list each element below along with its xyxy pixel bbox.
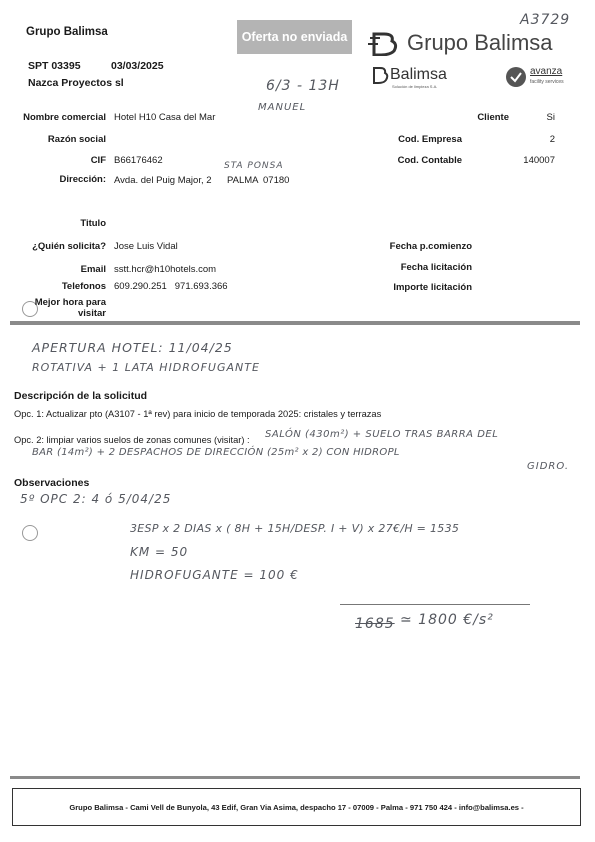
field-value-direccion: Avda. del Puig Major, 2 (114, 175, 212, 186)
field-value-email: sstt.hcr@h10hotels.com (114, 264, 217, 275)
handwritten-location: STA PONSA (224, 161, 284, 171)
observations-hw-4: HIDROFUGANTE = 100 € (130, 568, 299, 582)
observations-total-crossed: 1685 (355, 616, 395, 632)
field-label-cif: CIF (90, 155, 106, 166)
observations-hw-1: 5º OPC 2: 4 ó 5/04/25 (20, 492, 172, 506)
total-line (340, 604, 530, 605)
avanza-logo (505, 66, 527, 93)
spt-number: SPT 03395 (28, 60, 81, 72)
field-label-titulo: Titulo (80, 218, 106, 229)
footer: Grupo Balimsa - Cami Vell de Bunyola, 43 Edif, Gran Via Asima, despacho 17 - 07009 - Palma - 971 750 424 - info@balimsa.es - (12, 788, 581, 826)
field-label-cod-contable: Cod. Contable (397, 155, 462, 166)
description-opc1: Opc. 1: Actualizar pto (A3107 - 1ª rev) para inicio de temporada 2025: cristales y terrazas (14, 409, 382, 419)
handwritten-name: MANUEL (258, 102, 307, 113)
field-value-cif: B66176462 (114, 155, 163, 166)
section-divider (10, 321, 580, 325)
field-label-cod-empresa: Cod. Empresa (398, 134, 462, 145)
field-value-solicita: Jose Luis Vidal (114, 241, 178, 252)
brand-logo (368, 30, 404, 61)
brand-sub: Balimsa (390, 66, 447, 83)
observations-heading: Observaciones (14, 477, 90, 489)
avanza-tagline: facility services (530, 79, 564, 85)
field-label-razon: Razón social (47, 134, 106, 145)
handwritten-code: A3729 (520, 12, 571, 28)
document-date: 03/03/2025 (111, 60, 164, 72)
field-value-nombre: Hotel H10 Casa del Mar (114, 112, 216, 123)
handwritten-note-apertura: APERTURA HOTEL: 11/04/25 (32, 340, 233, 355)
brand-main: Grupo Balimsa (407, 30, 553, 55)
observations-hw-3: KM = 50 (130, 545, 189, 559)
status-badge: Oferta no enviada (237, 20, 352, 54)
handwritten-schedule: 6/3 - 13H (266, 78, 340, 94)
footer-divider (10, 776, 580, 779)
field-label-nombre: Nombre comercial (23, 112, 106, 123)
field-label-direccion: Dirección: (59, 174, 106, 185)
description-heading: Descripción de la solicitud (14, 390, 148, 402)
field-value-telefonos: 609.290.251 971.693.366 (114, 281, 228, 292)
field-label-telefonos: Telefonos (61, 281, 106, 292)
balimsa-small-logo (370, 66, 390, 89)
field-label-fecha-licitacion: Fecha licitación (400, 262, 472, 273)
field-value-cod-empresa: 2 (549, 134, 555, 145)
description-opc2-hw-3: GIDRO. (527, 461, 569, 472)
field-label-mejor-hora: Mejor hora para visitar (34, 297, 106, 319)
balimsa-b-icon (368, 30, 404, 56)
field-label-solicita: ¿Quién solicita? (32, 241, 106, 252)
brand-sub-tagline: Solución de limpieza S.A. (392, 84, 438, 89)
description-opc2-hw-2: BAR (14m²) + 2 DESPACHOS DE DIRECCIÓN (25m² x 2) CON HIDROPL (32, 447, 400, 458)
handwritten-note-rotativa: ROTATIVA + 1 LATA HIDROFUGANTE (32, 361, 260, 374)
observations-total: ≃ 1800 €/s² (400, 612, 494, 628)
field-value-zip: 07180 (263, 175, 290, 186)
field-label-cliente: Cliente (477, 112, 509, 123)
punch-hole-icon (22, 525, 38, 541)
observations-hw-2: 3ESP x 2 DIAS x ( 8H + 15H/DESP. I + V) x 27€/H = 1535 (130, 522, 460, 535)
field-label-importe-licitacion: Importe licitación (393, 282, 472, 293)
avanza-check-icon (505, 66, 527, 88)
field-label-fecha-comienzo: Fecha p.comienzo (389, 241, 472, 252)
description-opc2-hw-1: SALÓN (430m²) + SUELO TRAS BARRA DEL (265, 429, 499, 440)
field-value-cliente: Si (546, 112, 555, 123)
avanza-name: avanza (530, 66, 563, 77)
field-label-email: Email (80, 264, 106, 275)
balimsa-b-small-icon (370, 66, 390, 84)
description-opc2: Opc. 2: limpiar varios suelos de zonas comunes (visitar) : (14, 435, 250, 445)
field-value-city: PALMA (227, 175, 259, 186)
field-value-cod-contable: 140007 (523, 155, 555, 166)
company-name: Grupo Balimsa (26, 26, 108, 38)
client-name: Nazca Proyectos sl (28, 77, 124, 89)
